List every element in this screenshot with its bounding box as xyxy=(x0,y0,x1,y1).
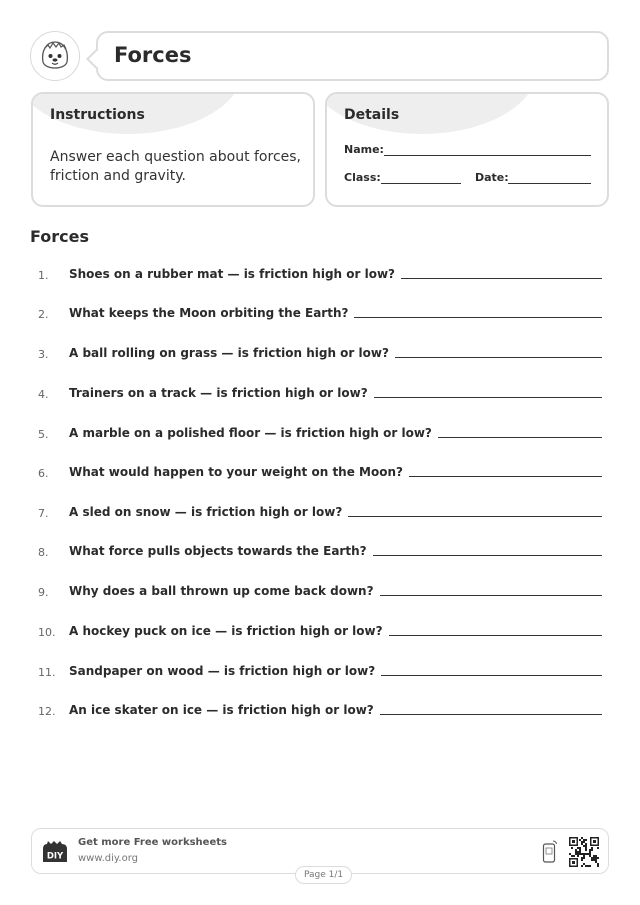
question-item xyxy=(0,464,640,486)
instructions-heading: Instructions xyxy=(50,107,145,123)
name-field[interactable] xyxy=(384,155,591,156)
question-text: Trainers on a track — is friction high or low? xyxy=(69,386,368,400)
question-item xyxy=(0,543,640,565)
answer-line[interactable] xyxy=(373,555,602,556)
details-card xyxy=(325,92,609,207)
answer-line[interactable] xyxy=(354,317,602,318)
question-number: 1. xyxy=(38,269,49,282)
question-text: Sandpaper on wood — is friction high or low? xyxy=(69,664,376,678)
question-item xyxy=(0,623,640,645)
question-number: 3. xyxy=(38,348,49,361)
question-number: 10. xyxy=(38,626,56,639)
title-box xyxy=(96,31,609,81)
answer-line[interactable] xyxy=(409,476,602,477)
instructions-card xyxy=(31,92,315,207)
instructions-text: Answer each question about forces, friction and gravity. xyxy=(50,149,302,184)
question-text: What would happen to your weight on the Moon? xyxy=(69,465,403,479)
logo-text: DIY xyxy=(46,851,64,862)
question-item xyxy=(0,385,640,407)
answer-line[interactable] xyxy=(380,714,602,715)
date-field[interactable] xyxy=(508,183,591,184)
question-text: Shoes on a rubber mat — is friction high or low? xyxy=(69,267,396,281)
diy-logo-icon[interactable] xyxy=(41,840,69,864)
question-number: 8. xyxy=(38,546,49,559)
question-number: 7. xyxy=(38,507,49,520)
question-item xyxy=(0,305,640,327)
qr-code-icon[interactable] xyxy=(569,837,599,867)
date-label: Date: xyxy=(475,171,509,184)
answer-line[interactable] xyxy=(380,595,602,596)
mascot-icon xyxy=(30,31,80,81)
phone-scan-icon xyxy=(542,840,558,864)
question-text: A ball rolling on grass — is friction high or low? xyxy=(69,346,389,360)
answer-line[interactable] xyxy=(389,635,602,636)
name-label: Name: xyxy=(344,143,384,156)
question-text: A hockey puck on ice — is friction high or low? xyxy=(69,624,383,638)
question-text: An ice skater on ice — is friction high or low? xyxy=(69,703,374,717)
question-number: 5. xyxy=(38,428,49,441)
page-title: Forces xyxy=(114,43,192,67)
question-item xyxy=(0,663,640,685)
footer-promo-text: Get more Free worksheets xyxy=(78,837,227,848)
question-text: What force pulls objects towards the Earth? xyxy=(69,544,367,558)
question-number: 9. xyxy=(38,586,49,599)
question-number: 4. xyxy=(38,388,49,401)
question-item xyxy=(0,266,640,288)
question-number: 6. xyxy=(38,467,49,480)
question-item xyxy=(0,702,640,724)
page-number: Page 1/1 xyxy=(295,866,352,884)
class-field[interactable] xyxy=(381,183,461,184)
answer-line[interactable] xyxy=(401,278,602,279)
answer-line[interactable] xyxy=(395,357,602,358)
answer-line[interactable] xyxy=(348,516,602,517)
question-item xyxy=(0,425,640,447)
question-text: What keeps the Moon orbiting the Earth? xyxy=(69,306,349,320)
question-text: A sled on snow — is friction high or low? xyxy=(69,505,343,519)
answer-line[interactable] xyxy=(374,397,602,398)
class-label: Class: xyxy=(344,171,381,184)
section-title: Forces xyxy=(30,227,90,246)
question-item xyxy=(0,345,640,367)
question-number: 11. xyxy=(38,666,56,679)
details-heading: Details xyxy=(344,107,400,123)
question-number: 2. xyxy=(38,308,49,321)
answer-line[interactable] xyxy=(381,675,602,676)
question-text: Why does a ball thrown up come back down? xyxy=(69,584,374,598)
question-item xyxy=(0,504,640,526)
footer-link[interactable]: www.diy.org xyxy=(78,853,138,864)
answer-line[interactable] xyxy=(438,437,602,438)
question-number: 12. xyxy=(38,705,56,718)
question-text: A marble on a polished floor — is friction high or low? xyxy=(69,426,432,440)
question-item xyxy=(0,583,640,605)
